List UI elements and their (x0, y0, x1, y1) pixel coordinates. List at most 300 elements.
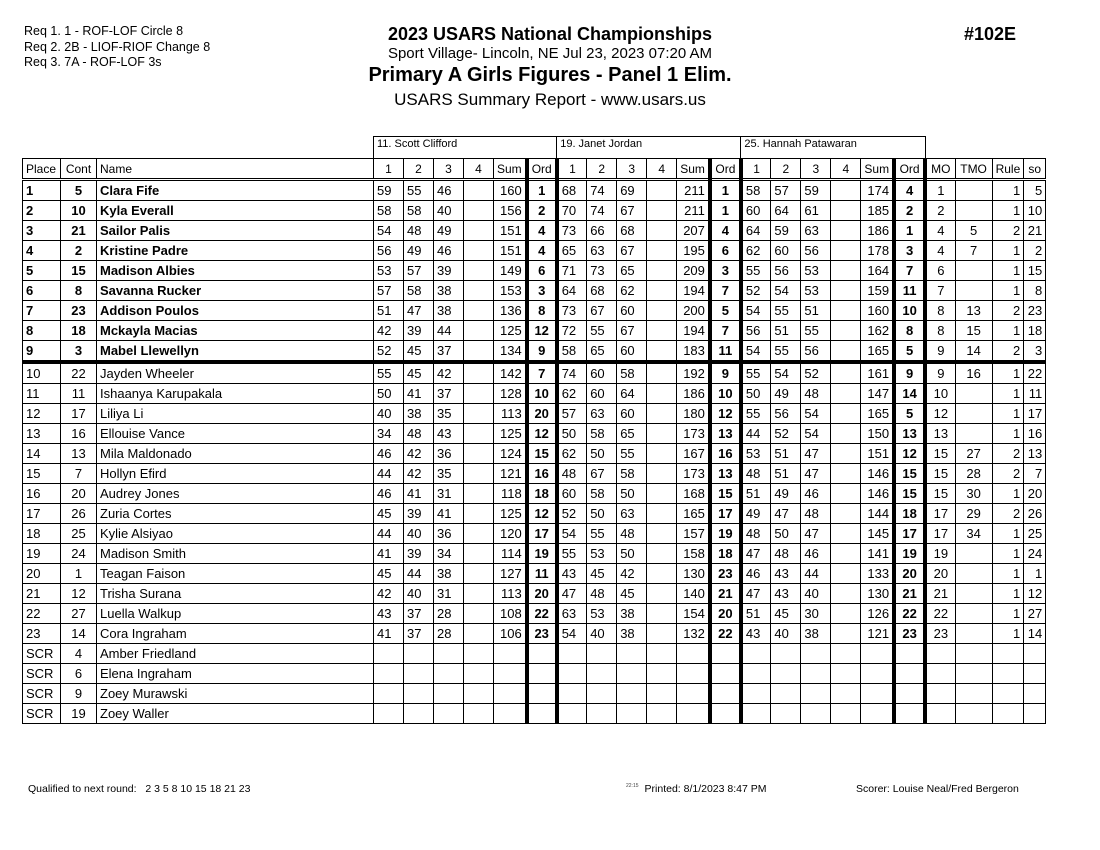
place-cell: 19 (23, 544, 61, 564)
skater-name-cell: Zuria Cortes (97, 504, 374, 524)
judge3-figure2-score: 56 (771, 404, 801, 424)
skater-name-cell: Kyla Everall (97, 201, 374, 221)
judge1-ordinal: 12 (527, 424, 557, 444)
judge3-ordinal: 13 (894, 424, 925, 444)
judge1-figure3-score: 36 (434, 524, 464, 544)
contestant-number-cell: 7 (61, 464, 97, 484)
judge1-figure4-score (464, 444, 494, 464)
judge2-figure4-score (647, 544, 677, 564)
judge3-sum: 151 (861, 444, 894, 464)
mo-cell (925, 684, 955, 704)
mo-cell: 15 (925, 484, 955, 504)
judge1-figure1-score: 40 (374, 404, 404, 424)
judge2-figure4-score (647, 221, 677, 241)
judge3-figure1-score: 50 (741, 384, 771, 404)
judge3-figure1-score: 55 (741, 404, 771, 424)
judge3-ordinal (894, 684, 925, 704)
place-cell: 7 (23, 301, 61, 321)
judge3-figure1-score: 49 (741, 504, 771, 524)
header-judge3-fig-3: 3 (801, 159, 831, 180)
judge3-figure2-score: 51 (771, 464, 801, 484)
judge1-figure4-score (464, 624, 494, 644)
judge1-ordinal: 11 (527, 564, 557, 584)
judge1-figure1-score (374, 704, 404, 724)
judge3-ordinal: 22 (894, 604, 925, 624)
judge1-figure4-score (464, 644, 494, 664)
judge3-figure1-score: 46 (741, 564, 771, 584)
so-cell: 25 (1024, 524, 1046, 544)
so-cell: 16 (1024, 424, 1046, 444)
so-cell: 20 (1024, 484, 1046, 504)
judge1-sum: 125 (494, 321, 527, 341)
judge3-figure1-score: 62 (741, 241, 771, 261)
judge3-figure2-score: 59 (771, 221, 801, 241)
place-cell: 15 (23, 464, 61, 484)
judge2-figure4-score (647, 180, 677, 201)
judge3-figure1-score (741, 664, 771, 684)
judge1-figure1-score: 46 (374, 484, 404, 504)
requirement-3: Req 3. 7A - ROF-LOF 3s (24, 55, 162, 69)
judge2-figure2-score: 68 (587, 281, 617, 301)
judge1-figure1-score: 59 (374, 180, 404, 201)
so-cell (1024, 704, 1046, 724)
skater-name-cell: Amber Friedland (97, 644, 374, 664)
rule-cell: 1 (992, 384, 1024, 404)
header-judge2-ord: Ord (710, 159, 741, 180)
contestant-number-cell: 21 (61, 221, 97, 241)
judge2-figure2-score (587, 664, 617, 684)
judge1-figure2-score: 37 (404, 604, 434, 624)
table-row (23, 424, 1046, 444)
tmo-cell (955, 704, 992, 724)
judge1-figure3-score: 37 (434, 384, 464, 404)
judge1-ordinal: 3 (527, 281, 557, 301)
judge2-figure4-score (647, 341, 677, 363)
judge2-figure1-score (557, 704, 587, 724)
judge1-figure1-score: 51 (374, 301, 404, 321)
place-cell: 20 (23, 564, 61, 584)
judge2-figure2-score: 63 (587, 241, 617, 261)
judge3-figure2-score: 55 (771, 301, 801, 321)
so-cell: 18 (1024, 321, 1046, 341)
judge3-figure4-score (831, 404, 861, 424)
judge1-figure4-score (464, 384, 494, 404)
judge3-figure3-score: 48 (801, 504, 831, 524)
rule-cell: 2 (992, 464, 1024, 484)
judge3-sum: 147 (861, 384, 894, 404)
rule-cell: 2 (992, 301, 1024, 321)
contestant-number-cell: 27 (61, 604, 97, 624)
table-row (23, 404, 1046, 424)
judge3-figure2-score: 54 (771, 362, 801, 384)
judge3-figure1-score: 47 (741, 584, 771, 604)
header-judge2-fig-1: 1 (557, 159, 587, 180)
rule-cell: 1 (992, 180, 1024, 201)
rule-cell (992, 704, 1024, 724)
mo-cell: 4 (925, 241, 955, 261)
judge1-figure2-score: 57 (404, 261, 434, 281)
judge2-figure1-score: 54 (557, 524, 587, 544)
judge2-ordinal: 7 (710, 321, 741, 341)
judge1-figure3-score: 43 (434, 424, 464, 444)
judge3-figure1-score (741, 704, 771, 724)
judge3-figure2-score: 40 (771, 624, 801, 644)
header-judge2-fig-2: 2 (587, 159, 617, 180)
judge2-figure3-score: 38 (617, 624, 647, 644)
judge3-figure3-score: 53 (801, 261, 831, 281)
judge2-sum: 194 (677, 321, 710, 341)
judge2-figure4-score (647, 424, 677, 444)
table-row (23, 684, 1046, 704)
judge1-ordinal (527, 704, 557, 724)
judge1-figure1-score: 58 (374, 201, 404, 221)
table-row (23, 584, 1046, 604)
judge2-figure1-score: 47 (557, 584, 587, 604)
judge3-figure3-score: 56 (801, 241, 831, 261)
header-place: Place (23, 159, 61, 180)
judge3-figure2-score: 56 (771, 261, 801, 281)
judge3-ordinal: 19 (894, 544, 925, 564)
mo-cell: 10 (925, 384, 955, 404)
judge1-ordinal: 9 (527, 341, 557, 363)
judge1-figure4-score (464, 301, 494, 321)
judge3-figure3-score: 51 (801, 301, 831, 321)
skater-name-cell: Clara Fife (97, 180, 374, 201)
tmo-cell: 30 (955, 484, 992, 504)
judge2-figure2-score (587, 684, 617, 704)
judge1-figure2-score: 48 (404, 221, 434, 241)
judge1-figure1-score: 54 (374, 221, 404, 241)
place-cell: 5 (23, 261, 61, 281)
event-title: Primary A Girls Figures - Panel 1 Elim. (368, 64, 732, 86)
tmo-cell (955, 281, 992, 301)
place-cell: 8 (23, 321, 61, 341)
table-row (23, 201, 1046, 221)
judge3-figure1-score (741, 644, 771, 664)
so-cell: 21 (1024, 221, 1046, 241)
judge2-figure2-score: 50 (587, 444, 617, 464)
so-cell: 10 (1024, 201, 1046, 221)
judge2-figure3-score: 45 (617, 584, 647, 604)
judge1-figure3-score: 38 (434, 564, 464, 584)
judge3-ordinal: 18 (894, 504, 925, 524)
judge3-sum (861, 644, 894, 664)
judge2-figure4-score (647, 281, 677, 301)
judge2-figure3-score: 65 (617, 261, 647, 281)
judge3-figure2-score: 49 (771, 484, 801, 504)
judge1-figure3-score: 49 (434, 221, 464, 241)
printed-info (626, 783, 767, 795)
table-row (23, 624, 1046, 644)
judge3-figure2-score: 57 (771, 180, 801, 201)
header-judge2-sum: Sum (677, 159, 710, 180)
mo-cell: 12 (925, 404, 955, 424)
judge1-figure2-score: 41 (404, 384, 434, 404)
judge1-figure1-score: 56 (374, 241, 404, 261)
judge1-ordinal: 23 (527, 624, 557, 644)
judge2-figure3-score: 50 (617, 484, 647, 504)
judge3-ordinal: 7 (894, 261, 925, 281)
judge1-figure2-score: 44 (404, 564, 434, 584)
judge2-figure3-score: 58 (617, 362, 647, 384)
contestant-number-cell: 1 (61, 564, 97, 584)
judge1-figure2-score: 39 (404, 544, 434, 564)
table-row (23, 504, 1046, 524)
judge1-figure3-score (434, 684, 464, 704)
judge2-ordinal: 20 (710, 604, 741, 624)
judge3-figure1-score: 47 (741, 544, 771, 564)
header-judge1-fig-1: 1 (374, 159, 404, 180)
tmo-cell: 16 (955, 362, 992, 384)
judge3-sum (861, 684, 894, 704)
judge3-figure4-score (831, 362, 861, 384)
judge2-figure2-score: 74 (587, 201, 617, 221)
judge2-figure3-score: 65 (617, 424, 647, 444)
judge2-figure1-score (557, 644, 587, 664)
judge2-figure3-score: 60 (617, 341, 647, 363)
judge3-ordinal: 17 (894, 524, 925, 544)
judge1-ordinal: 2 (527, 201, 557, 221)
rule-cell: 1 (992, 624, 1024, 644)
judge2-ordinal: 21 (710, 584, 741, 604)
judge3-figure4-score (831, 584, 861, 604)
judge2-figure3-score: 38 (617, 604, 647, 624)
judge1-figure3-score: 35 (434, 464, 464, 484)
judge2-figure1-score: 58 (557, 341, 587, 363)
judge3-figure1-score: 48 (741, 524, 771, 544)
judge2-figure3-score (617, 684, 647, 704)
judge3-sum: 186 (861, 221, 894, 241)
judge3-figure3-score: 47 (801, 444, 831, 464)
judge3-figure3-score: 47 (801, 524, 831, 544)
judge1-figure3-score: 38 (434, 281, 464, 301)
contestant-number-cell: 15 (61, 261, 97, 281)
tmo-cell: 34 (955, 524, 992, 544)
judge2-ordinal: 1 (710, 201, 741, 221)
judge3-ordinal (894, 704, 925, 724)
judge3-figure4-score (831, 281, 861, 301)
judge3-figure4-score (831, 241, 861, 261)
mo-cell: 9 (925, 341, 955, 363)
judge2-sum: 195 (677, 241, 710, 261)
mo-cell: 2 (925, 201, 955, 221)
skater-name-cell: Cora Ingraham (97, 624, 374, 644)
judge1-sum: 124 (494, 444, 527, 464)
judge1-figure1-score: 41 (374, 544, 404, 564)
judge2-figure3-score: 68 (617, 221, 647, 241)
place-cell: 21 (23, 584, 61, 604)
judge1-figure4-score (464, 504, 494, 524)
tmo-cell: 15 (955, 321, 992, 341)
judge3-figure4-score (831, 624, 861, 644)
judge2-figure2-score: 53 (587, 604, 617, 624)
so-cell: 1 (1024, 564, 1046, 584)
judge2-sum: 209 (677, 261, 710, 281)
judge3-sum: 165 (861, 404, 894, 424)
judge1-figure4-score (464, 684, 494, 704)
judge2-figure3-score: 55 (617, 444, 647, 464)
judge2-figure3-score: 60 (617, 301, 647, 321)
judge1-figure3-score: 42 (434, 362, 464, 384)
judge2-ordinal: 12 (710, 404, 741, 424)
judge3-figure1-score: 56 (741, 321, 771, 341)
judge2-figure4-score (647, 664, 677, 684)
judge1-figure1-score: 52 (374, 341, 404, 363)
judge3-sum: 160 (861, 301, 894, 321)
judge1-ordinal: 6 (527, 261, 557, 281)
judge2-ordinal: 11 (710, 341, 741, 363)
judge1-figure4-score (464, 424, 494, 444)
judge1-ordinal (527, 684, 557, 704)
judge2-figure3-score: 42 (617, 564, 647, 584)
table-row (23, 321, 1046, 341)
judge1-figure2-score (404, 664, 434, 684)
header-judge3-fig-1: 1 (741, 159, 771, 180)
judge2-figure4-score (647, 504, 677, 524)
mo-cell: 17 (925, 504, 955, 524)
contestant-number-cell: 9 (61, 684, 97, 704)
judge3-figure3-score (801, 704, 831, 724)
judge2-sum (677, 684, 710, 704)
judge2-figure3-score: 62 (617, 281, 647, 301)
place-cell: 22 (23, 604, 61, 624)
judge2-figure2-score (587, 704, 617, 724)
rule-cell: 1 (992, 201, 1024, 221)
tmo-cell (955, 180, 992, 201)
judge3-figure4-score (831, 544, 861, 564)
so-cell: 3 (1024, 341, 1046, 363)
judge3-ordinal: 23 (894, 624, 925, 644)
judge2-figure3-score: 50 (617, 544, 647, 564)
contestant-number-cell: 20 (61, 484, 97, 504)
judge3-figure4-score (831, 384, 861, 404)
judge2-sum: 194 (677, 281, 710, 301)
judge3-figure4-score (831, 444, 861, 464)
judge3-figure3-score: 52 (801, 362, 831, 384)
judge3-figure2-score: 51 (771, 444, 801, 464)
judge3-figure1-score: 64 (741, 221, 771, 241)
place-cell: 12 (23, 404, 61, 424)
judge2-ordinal: 13 (710, 464, 741, 484)
judge2-ordinal: 18 (710, 544, 741, 564)
tmo-cell (955, 624, 992, 644)
judge3-figure3-score: 54 (801, 424, 831, 444)
judge2-figure4-score (647, 624, 677, 644)
skater-name-cell: Elena Ingraham (97, 664, 374, 684)
judge2-ordinal: 23 (710, 564, 741, 584)
judge2-figure4-score (647, 524, 677, 544)
judge2-figure3-score: 60 (617, 404, 647, 424)
judge3-figure1-score: 53 (741, 444, 771, 464)
so-cell: 14 (1024, 624, 1046, 644)
judge3-ordinal: 9 (894, 362, 925, 384)
skater-name-cell: Luella Walkup (97, 604, 374, 624)
judge1-figure3-score: 36 (434, 444, 464, 464)
judge1-ordinal: 4 (527, 241, 557, 261)
judge1-figure3-score: 44 (434, 321, 464, 341)
judge1-sum: 120 (494, 524, 527, 544)
judge3-sum: 174 (861, 180, 894, 201)
judge2-sum: 192 (677, 362, 710, 384)
judge1-figure2-score: 48 (404, 424, 434, 444)
judge1-sum: 136 (494, 301, 527, 321)
mo-cell (925, 664, 955, 684)
judge1-figure2-score: 45 (404, 341, 434, 363)
table-row (23, 524, 1046, 544)
judge1-ordinal: 7 (527, 362, 557, 384)
judge1-ordinal: 8 (527, 301, 557, 321)
contestant-number-cell: 25 (61, 524, 97, 544)
skater-name-cell: Savanna Rucker (97, 281, 374, 301)
judge2-figure4-score (647, 404, 677, 424)
tmo-cell: 14 (955, 341, 992, 363)
judge1-figure2-score: 58 (404, 201, 434, 221)
requirements-list (24, 24, 210, 71)
judge2-figure1-score: 62 (557, 384, 587, 404)
mo-cell: 23 (925, 624, 955, 644)
judge1-ordinal: 20 (527, 584, 557, 604)
mo-cell (925, 644, 955, 664)
header-tmo: TMO (955, 159, 992, 180)
mo-cell: 15 (925, 444, 955, 464)
judge2-figure2-score: 60 (587, 362, 617, 384)
tmo-cell: 13 (955, 301, 992, 321)
judge3-figure4-score (831, 321, 861, 341)
judge1-figure1-score: 53 (374, 261, 404, 281)
rule-cell: 1 (992, 524, 1024, 544)
mo-cell: 15 (925, 464, 955, 484)
judge2-figure1-score: 60 (557, 484, 587, 504)
report-title: USARS Summary Report - www.usars.us (394, 90, 706, 109)
event-number: #102E (964, 24, 1017, 44)
judge2-figure3-score (617, 704, 647, 724)
judge3-figure4-score (831, 684, 861, 704)
judge1-figure1-score: 57 (374, 281, 404, 301)
skater-name-cell: Ellouise Vance (97, 424, 374, 444)
contestant-number-cell: 17 (61, 404, 97, 424)
judge3-figure2-score (771, 684, 801, 704)
judge2-figure1-score: 63 (557, 604, 587, 624)
judge3-figure2-score: 43 (771, 584, 801, 604)
tmo-cell (955, 604, 992, 624)
judge3-figure1-score: 60 (741, 201, 771, 221)
judge3-figure1-score: 58 (741, 180, 771, 201)
header-judge1-fig-4: 4 (464, 159, 494, 180)
judge1-figure1-score: 45 (374, 504, 404, 524)
judge1-figure2-score: 40 (404, 524, 434, 544)
judge2-figure1-score: 64 (557, 281, 587, 301)
contestant-number-cell: 19 (61, 704, 97, 724)
judge3-sum: 146 (861, 484, 894, 504)
judge1-ordinal: 18 (527, 484, 557, 504)
table-row (23, 221, 1046, 241)
judge1-sum (494, 644, 527, 664)
judge3-sum: 126 (861, 604, 894, 624)
place-cell: 18 (23, 524, 61, 544)
table-row (23, 281, 1046, 301)
judge3-figure4-score (831, 261, 861, 281)
judge2-figure1-score: 50 (557, 424, 587, 444)
skater-name-cell: Trisha Surana (97, 584, 374, 604)
judge3-figure3-score: 30 (801, 604, 831, 624)
judge2-sum (677, 664, 710, 684)
judge1-sum (494, 664, 527, 684)
mo-cell: 20 (925, 564, 955, 584)
tmo-cell: 7 (955, 241, 992, 261)
judge2-figure2-score (587, 644, 617, 664)
so-cell: 24 (1024, 544, 1046, 564)
mo-cell: 8 (925, 301, 955, 321)
